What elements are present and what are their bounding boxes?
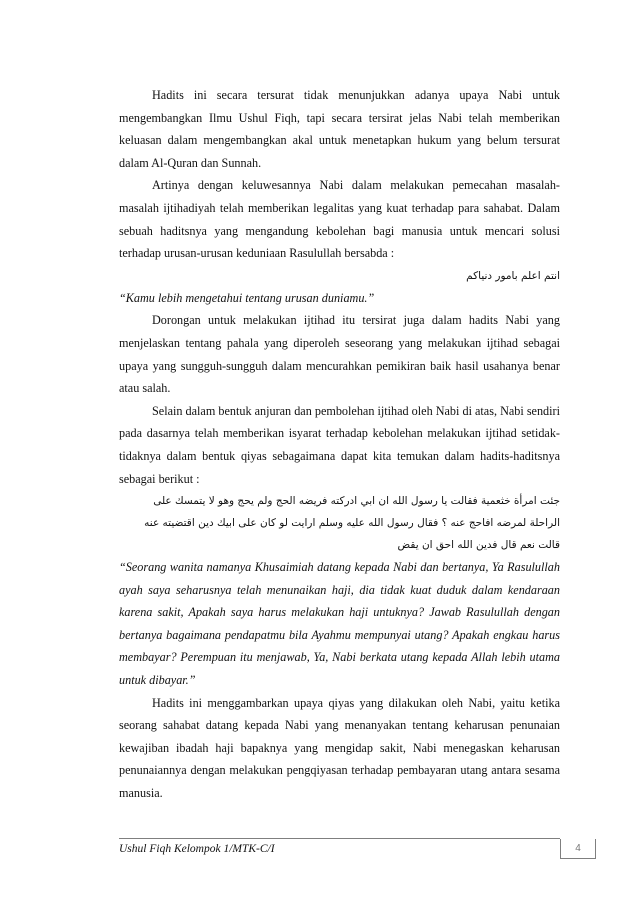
paragraph-4: Selain dalam bentuk anjuran dan pembolehan ijtihad oleh Nabi di atas, Nabi sendiri pada dasarnya telah memberikan isyarat terhadap kebolehan melakukan ijtihad setidak-tidaknya dalam bentuk qiyas sebagaimana dapat kita temukan dalam hadits-haditsnya sebagai berikut :: [119, 403, 560, 486]
paragraph-5: Hadits ini menggambarkan upaya qiyas yang dilakukan oleh Nabi, yaitu ketika seorang sahabat datang kepada Nabi yang menanyakan tentang keharusan penunaian kewajiban ibadah haji bapaknya yang mengidap sakit, Nabi menegaskan keharusan penunaiannya dengan melakukan pengqiyasan terhadap pembayaran utang antara sesama manusia.: [119, 695, 560, 801]
arabic-hadith-2-line-3: قالت نعم قال فدين الله احق ان يقض: [397, 539, 560, 552]
paragraph-1: Hadits ini secara tersurat tidak menunjukkan adanya upaya Nabi untuk mengembangkan Ilmu Ushul Fiqh, tapi secara tersirat jelas Nabi telah memberikan keluasan dalam mengembangkan akal untuk menetapkan hukum yang belum tersurat dalam Al-Quran dan Sunnah.: [119, 88, 560, 170]
paragraph-2: Artinya dengan keluwesannya Nabi dalam melakukan pemecahan masalah-masalah ijtihadiyah telah memberikan legalitas yang kuat terhadap para sahabat. Dalam sebuah haditsnya yang mengandung kebolehan bagi manusia untuk mencari solusi terhadap urusan-urusan keduniaan Rasulullah bersabda :: [119, 178, 560, 261]
document-body: [119, 84, 560, 805]
arabic-hadith-2-line-1: جئت امرأة خثعمية فقالت يا رسول الله ان ابي ادركته فريضه الحج ولم يحج وهو لا يتمسك على: [153, 495, 560, 508]
page-number: 4: [560, 839, 596, 859]
translation-quote-2: “Seorang wanita namanya Khusaimiah datang kepada Nabi dan bertanya, Ya Rasulullah ayah saya seharusnya telah menunaikan haji, dia tidak kuat duduk dalam kendaraan karena sakit, Apakah saya harus melakukan haji untuknya? Jawab Rasulullah dengan bertanya bagaimana pendapatmu bila Ayahmu mempunyai utang? Apakah engkau harus membayar? Perempuan itu menjawab, Ya, Nabi berkata utang kepada Allah lebih utama untuk dibayar.”: [119, 560, 560, 688]
page-footer: [119, 838, 581, 859]
footer-title: Ushul Fiqh Kelompok 1/MTK-C/I: [119, 843, 275, 855]
translation-quote-1: “Kamu lebih mengetahui tentang urusan duniamu.”: [119, 290, 375, 305]
arabic-hadith-2-line-2: الراحلة لمرضه افاحج عنه ؟ فقال رسول الله عليه وسلم ارايت لو كان على ابيك دين اقتضيته عنه: [144, 517, 560, 530]
paragraph-3: Dorongan untuk melakukan ijtihad itu tersirat juga dalam hadits Nabi yang menjelaskan tentang pahala yang diperoleh seseorang yang melakukan ijtihad sebagai upaya yang sungguh-sungguh dalam mencurahkan pemikiran baik hasil usahanya benar atau salah.: [119, 313, 560, 396]
arabic-hadith-1: انتم اعلم بامور دنياكم: [466, 269, 560, 282]
